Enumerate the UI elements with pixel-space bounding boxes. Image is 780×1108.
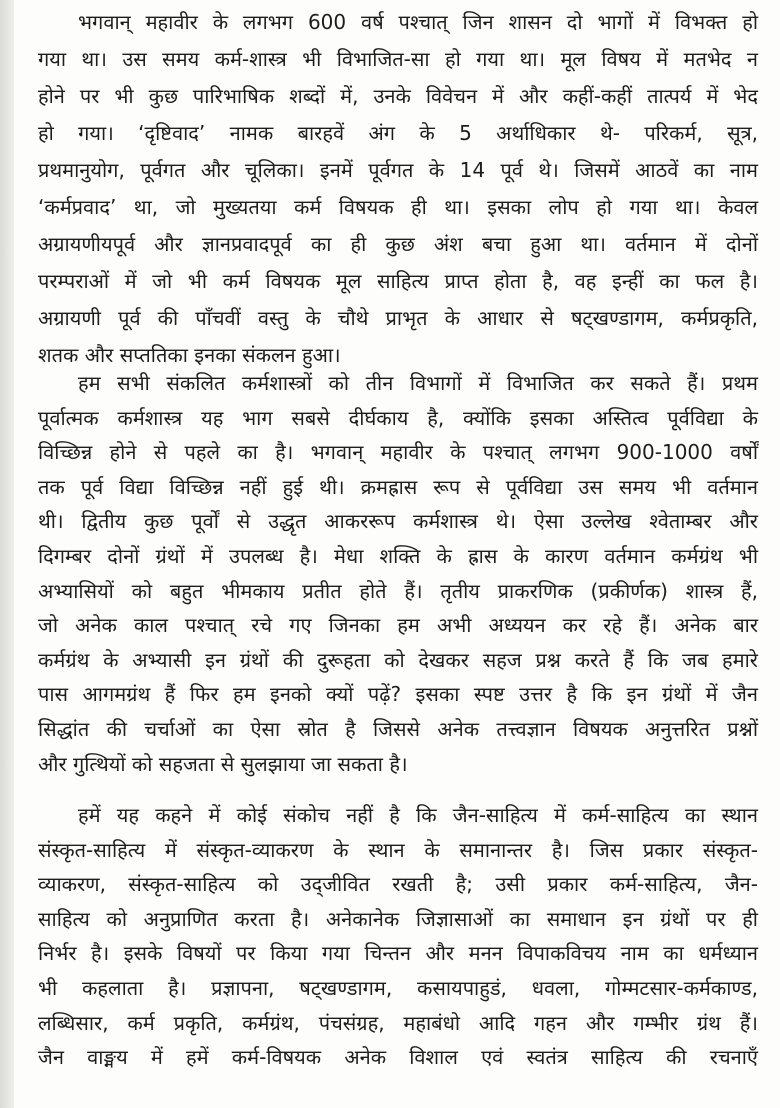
text-line: संस्कृत-साहित्य में संस्कृत-व्याकरण के स्थान के समानान्तर है। जिस प्रकार संस्कृत- — [38, 837, 758, 862]
text-line: हम सभी संकलित कर्मशास्त्रों को तीन विभागों में विभाजित कर सकते हैं। प्रथम — [78, 371, 758, 395]
text-line: हमें यह कहने में कोई संकोच नहीं है कि जैन-साहित्य में कर्म-साहित्य का स्थान — [78, 803, 758, 827]
paragraph-2 — [38, 366, 758, 781]
text-line: शतक और सप्ततिका इनका संकलन हुआ। — [38, 343, 341, 367]
scan-page-edge — [0, 0, 14, 1108]
text-line: अग्रायणी पूर्व की पाँचवीं वस्तु के चौथे प्राभृत के आधार से षट्खण्डागम, कर्मप्रकृति, — [38, 306, 758, 330]
paragraph-1 — [38, 4, 758, 374]
text-line: थी। द्वितीय कुछ पूर्वों से उद्धृत आकररूप कर्मशास्त्र थे। ऐसा उल्लेख श्वेताम्बर और — [38, 509, 758, 534]
text-line: होने पर भी कुछ पारिभाषिक शब्दों में, उनके विवेचन में और कहीं-कहीं तात्पर्य में भेद — [38, 84, 758, 108]
text-line: तक पूर्व विद्या विच्छिन्न नहीं हुई थी। क्रमह्रास रूप से पूर्वविद्या उस समय भी वर्तमान — [38, 474, 758, 499]
text-line: गया था। उस समय कर्म-शास्त्र भी विभाजित-सा हो गया था। मूल विषय में मतभेद न — [38, 47, 758, 71]
text-line: विच्छिन्न होने से पहले का है। भगवान् महावीर के पश्चात् लगभग 900-1000 वर्षों — [38, 440, 758, 465]
text-line: साहित्य को अनुप्राणित करता है। अनेकानेक जिज्ञासाओं का समाधान इन ग्रंथों पर ही — [38, 906, 758, 931]
text-line: जो अनेक काल पश्चात् रचे गए जिनका हम अभी अध्ययन कर रहे हैं। अनेक बार — [38, 613, 758, 638]
text-line: पास आगमग्रंथ हैं फिर हम इनको क्यों पढ़ें? इसका स्पष्ट उत्तर है कि इन ग्रंथों में जैन — [38, 682, 758, 707]
text-line: सिद्धांत की चर्चाओं का ऐसा स्रोत है जिससे अनेक तत्त्वज्ञान विषयक अनुत्तरित प्रश्नों — [38, 716, 758, 741]
text-line: ‘कर्मप्रवाद’ था, जो मुख्यतया कर्म विषयक ही था। इसका लोप हो गया था। केवल — [38, 195, 758, 219]
text-line: प्रथमानुयोग, पूर्वगत और चूलिका। इनमें पूर्वगत के 14 पूर्व थे। जिसमें आठवें का नाम — [38, 158, 758, 182]
text-line: हो गया। ‘दृष्टिवाद’ नामक बारहवें अंग के 5 अर्थाधिकार थे- परिकर्म, सूत्र, — [38, 121, 758, 145]
text-line: परम्पराओं में जो भी कर्म विषयक मूल साहित्य प्राप्त होता है, वह इन्हीं का फल है। — [38, 269, 758, 293]
text-line: भगवान् महावीर के लगभग 600 वर्ष पश्चात् जिन शासन दो भागों में विभक्त हो — [78, 10, 758, 34]
text-line: भी कहलाता है। प्रज्ञापना, षट्खण्डागम, कसायपाहुडं, धवला, गोम्मटसार-कर्मकाण्ड, — [38, 975, 758, 1000]
text-line: पूर्वात्मक कर्मशास्त्र यह भाग सबसे दीर्घकाय है, क्योंकि इसका अस्तित्व पूर्वविद्या के — [38, 405, 758, 430]
text-line: जैन वाङ्मय में हमें कर्म-विषयक अनेक विशाल एवं स्वतंत्र साहित्य की रचनाएँ — [38, 1045, 758, 1070]
text-line: व्याकरण, संस्कृत-साहित्य को उद्जीवित रखती है; उसी प्रकार कर्म-साहित्य, जैन- — [38, 872, 758, 897]
paragraph-3 — [38, 798, 758, 1075]
text-line: कर्मग्रंथ के अभ्यासी इन ग्रंथों की दुरूहता को देखकर सहज प्रश्न करते हैं कि जब हमारे — [38, 647, 758, 672]
text-line: निर्भर है। इसके विषयों पर किया गया चिन्तन और मनन विपाकविचय नाम का धर्मध्यान — [38, 941, 758, 966]
text-line: अग्रायणीयपूर्व और ज्ञानप्रवादपूर्व का ही कुछ अंश बचा हुआ था। वर्तमान में दोनों — [38, 232, 758, 256]
text-line: लब्धिसार, कर्म प्रकृति, कर्मग्रंथ, पंचसंग्रह, महाबंधो आदि गहन और गम्भीर ग्रंथ हैं। — [38, 1010, 758, 1035]
text-line: और गुत्थियों को सहजता से सुलझाया जा सकता है। — [38, 751, 408, 776]
text-line: दिगम्बर दोनों ग्रंथों में उपलब्ध है। मेधा शक्ति के ह्रास के कारण वर्तमान कर्मग्रंथ भी — [38, 543, 758, 568]
text-line: अभ्यासियों को बहुत भीमकाय प्रतीत होते हैं। तृतीय प्राकरणिक (प्रकीर्णक) शास्त्र हैं, — [38, 578, 758, 603]
